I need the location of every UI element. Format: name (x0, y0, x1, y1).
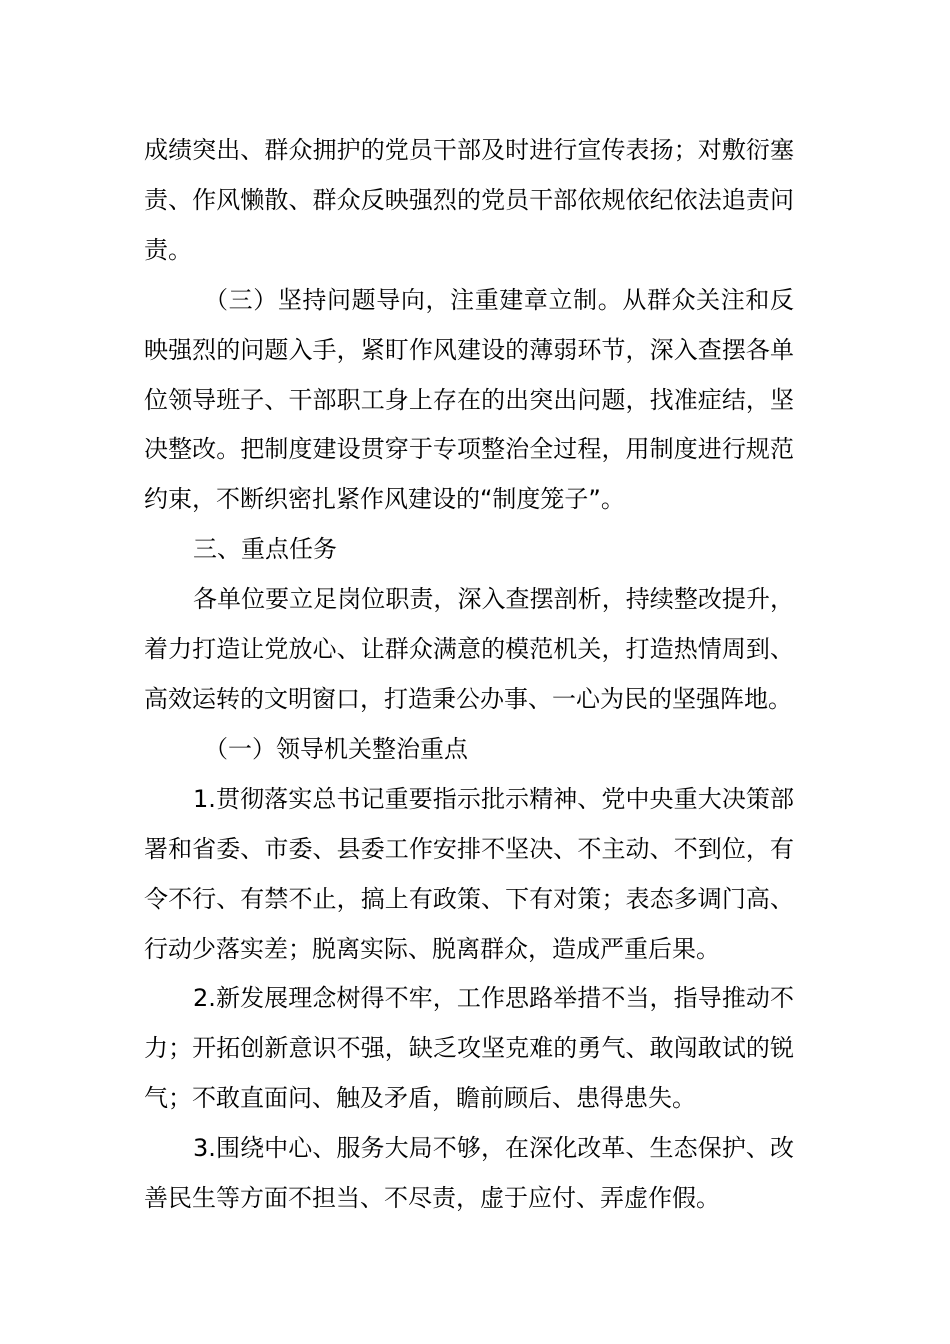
paragraph-accountability-continuation: 成绩突出、群众拥护的党员干部及时进行宣传表扬；对敷衍塞责、作风懒散、群众反映强烈的党员干部依规依纪依法追责问责。 (144, 136, 794, 264)
subheading-leading-organs: （一）领导机关整治重点 (204, 734, 468, 763)
paragraph-key-tasks-intro: 各单位要立足岗位职责，深入查摆剖析，持续整改提升，着力打造让党放心、让群众满意的模范机关，打造热情周到、高效运转的文明窗口，打造秉公办事、一心为民的坚强阵地。 (144, 585, 794, 713)
list-item-2: 2.新发展理念树得不牢，工作思路举措不当，指导推动不力；开拓创新意识不强，缺乏攻坚克难的勇气、敢闯敢试的锐气；不敢直面问、触及矛盾，瞻前顾后、患得患失。 (144, 984, 794, 1113)
list-item-1: 1.贯彻落实总书记重要指示批示精神、党中央重大决策部署和省委、市委、县委工作安排不坚决、不主动、不到位，有令不行、有禁不止，搞上有政策、下有对策；表态多调门高、行动少落实差；脱离实际、脱离群众，造成严重后果。 (144, 784, 794, 963)
section-heading-key-tasks: 三、重点任务 (193, 535, 337, 564)
paragraph-problem-orientation: （三）坚持问题导向，注重建章立制。从群众关注和反映强烈的问题入手，紧盯作风建设的薄弱环节，深入查摆各单位领导班子、干部职工身上存在的出突出问题，找准症结，坚决整改。把制度建设贯穿于专项整治全过程，用制度进行规范约束，不断织密扎紧作风建设的“制度笼子”。 (144, 285, 794, 514)
list-item-3: 3.围绕中心、服务大局不够，在深化改革、生态保护、改善民生等方面不担当、不尽责，虚于应付、弄虚作假。 (144, 1134, 794, 1213)
document-body (144, 126, 794, 1224)
